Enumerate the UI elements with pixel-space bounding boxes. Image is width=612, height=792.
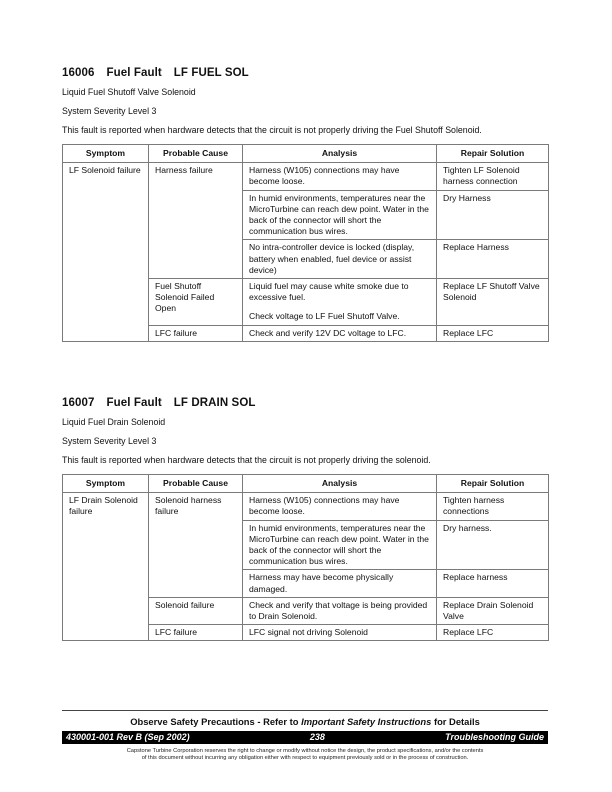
header-analysis: Analysis	[243, 145, 437, 163]
header-probable-cause: Probable Cause	[149, 475, 243, 493]
solution-cell: Replace LFC	[437, 325, 549, 341]
solution-cell: Replace Harness	[437, 240, 549, 279]
fault-short-name: LF DRAIN SOL	[173, 397, 256, 409]
table-row	[63, 493, 549, 520]
legal-disclaimer	[62, 748, 548, 762]
solution-cell: Dry harness.	[437, 520, 549, 570]
cause-cell: LFC failure	[149, 625, 243, 641]
analysis-cell: Check and verify that voltage is being provided to Drain Solenoid.	[243, 597, 437, 624]
fault-heading	[62, 67, 548, 79]
severity-level: System Severity Level 3	[62, 106, 157, 116]
header-analysis: Analysis	[243, 475, 437, 493]
legal-line: Capstone Turbine Corporation reserves the right to change or modify without notice the design, the product specifications, and/or the contents	[126, 748, 484, 754]
fault-explanation: This fault is reported when hardware detects that the circuit is not properly driving the solenoid.	[62, 455, 431, 465]
table-header-row	[63, 475, 549, 493]
solution-cell: Replace Drain Solenoid Valve	[437, 597, 549, 624]
solution-cell: Dry Harness	[437, 190, 549, 240]
analysis-cell: LFC signal not driving Solenoid	[243, 625, 437, 641]
page-footer	[62, 710, 548, 762]
analysis-cell: In humid environments, temperatures near the MicroTurbine can reach dew point. Water in the back of the connector will short the communication bus wires.	[243, 190, 437, 240]
analysis-cell: Harness (W105) connections may have become loose.	[243, 493, 437, 520]
analysis-cell	[243, 279, 437, 326]
analysis-cell: No intra-controller device is locked (display, battery when enabled, fuel device or assist device)	[243, 240, 437, 279]
guide-title: Troubleshooting Guide	[445, 732, 544, 742]
fault-section-16007	[62, 397, 548, 641]
solution-cell: Replace harness	[437, 570, 549, 597]
solution-cell: Tighten LF Solenoid harness connection	[437, 163, 549, 190]
fault-category: Fuel Fault	[106, 67, 162, 79]
header-symptom: Symptom	[63, 475, 149, 493]
fault-code: 16007	[62, 397, 95, 409]
fault-code: 16006	[62, 67, 95, 79]
table-header-row	[63, 145, 549, 163]
troubleshooting-table	[62, 144, 549, 342]
cause-cell: Solenoid failure	[149, 597, 243, 624]
symptom-cell: LF Solenoid failure	[63, 163, 149, 342]
cause-cell: Harness failure	[149, 163, 243, 279]
document-id: 430001-001 Rev B (Sep 2002)	[66, 732, 190, 742]
page-number: 238	[309, 732, 325, 742]
troubleshooting-table	[62, 474, 549, 641]
analysis-cell: In humid environments, temperatures near the MicroTurbine can reach dew point. Water in the back of the connector will short the communication bus wires.	[243, 520, 437, 570]
fault-explanation: This fault is reported when hardware detects that the circuit is not properly driving the Fuel Shutoff Solenoid.	[62, 125, 482, 135]
fault-section-16006	[62, 67, 548, 342]
severity-level: System Severity Level 3	[62, 436, 157, 446]
fault-heading	[62, 397, 548, 409]
safety-notice	[62, 710, 548, 729]
solution-cell: Tighten harness connections	[437, 493, 549, 520]
cause-cell: LFC failure	[149, 325, 243, 341]
fault-short-name: LF FUEL SOL	[173, 67, 249, 79]
header-repair-solution: Repair Solution	[437, 145, 549, 163]
header-symptom: Symptom	[63, 145, 149, 163]
header-repair-solution: Repair Solution	[437, 475, 549, 493]
safety-prefix: Observe Safety Precautions - Refer to	[130, 716, 302, 727]
footer-bar	[62, 731, 548, 744]
safety-suffix: for Details	[431, 716, 480, 727]
analysis-cell: Harness may have become physically damaged.	[243, 570, 437, 597]
solution-cell: Replace LF Shutoff Valve Solenoid	[437, 279, 549, 326]
table-row	[63, 163, 549, 190]
fault-description: Liquid Fuel Drain Solenoid	[62, 417, 166, 427]
fault-category: Fuel Fault	[106, 397, 162, 409]
symptom-cell: LF Drain Solenoid failure	[63, 493, 149, 641]
fault-description: Liquid Fuel Shutoff Valve Solenoid	[62, 87, 196, 97]
cause-cell: Solenoid harness failure	[149, 493, 243, 598]
cause-cell: Fuel Shutoff Solenoid Failed Open	[149, 279, 243, 326]
analysis-cell: Check and verify 12V DC voltage to LFC.	[243, 325, 437, 341]
analysis-text: Check voltage to LF Fuel Shutoff Valve.	[249, 311, 400, 322]
safety-instructions-ref: Important Safety Instructions	[301, 716, 432, 727]
solution-cell: Replace LFC	[437, 625, 549, 641]
header-probable-cause: Probable Cause	[149, 145, 243, 163]
legal-line: of this document without incurring any obligation either with respect to equipment previously sold or in the process of construction.	[141, 755, 469, 762]
analysis-text: Liquid fuel may cause white smoke due to excessive fuel.	[249, 281, 409, 303]
analysis-cell: Harness (W105) connections may have become loose.	[243, 163, 437, 190]
